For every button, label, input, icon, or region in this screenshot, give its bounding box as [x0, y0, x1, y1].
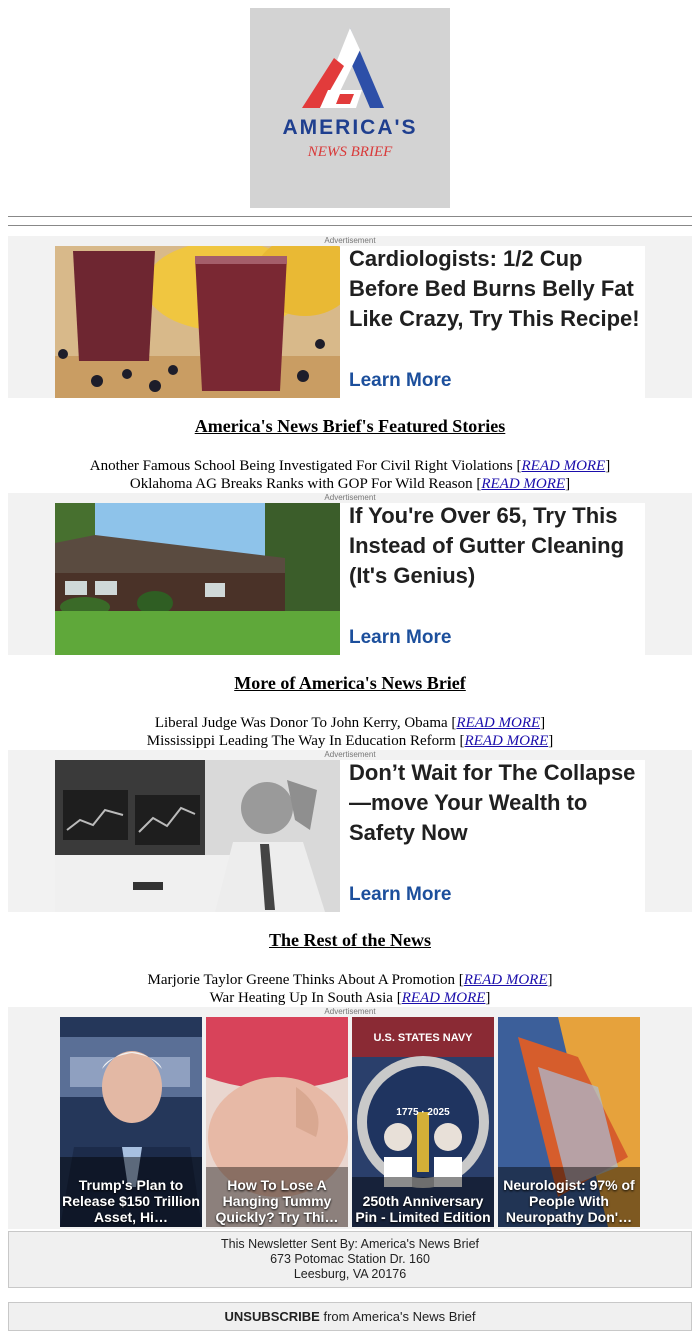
ad-label: Advertisement [324, 493, 376, 502]
unsubscribe-rest: from America's News Brief [319, 1309, 476, 1324]
learn-more-link[interactable]: Learn More [349, 627, 452, 648]
section-title: America's News Brief's Featured Stories [194, 416, 506, 436]
sender-line: This Newsletter Sent By: America's News Brief [220, 1237, 480, 1251]
logo-mark-icon [250, 8, 450, 118]
read-more-link[interactable]: READ MORE [463, 972, 548, 988]
city-line: Leesburg, VA 20176 [293, 1267, 407, 1281]
read-more-link[interactable]: READ MORE [521, 458, 606, 474]
story-headline[interactable]: Another Famous School Being Investigated For Civil Right Violations [89, 458, 513, 474]
learn-more-link[interactable]: Learn More [349, 370, 452, 391]
story-item[interactable]: Mississippi Leading The Way In Education Reform [READ MORE] [146, 733, 554, 749]
ad-image-house[interactable] [55, 503, 340, 655]
ad-tile[interactable] [206, 1017, 348, 1227]
read-more-link[interactable]: READ MORE [464, 733, 549, 749]
divider [8, 225, 692, 226]
read-more-link[interactable]: READ MORE [401, 990, 486, 1006]
story-headline[interactable]: War Heating Up In South Asia [209, 990, 393, 1006]
badge-years-text: 1775 · 2025 [396, 1107, 450, 1118]
ad-card[interactable] [55, 760, 645, 912]
ad-banner [8, 236, 692, 398]
newsletter-footer [8, 1231, 692, 1288]
ad-headline[interactable]: If You're Over 65, Try This Instead of Gutter Cleaning (It's Genius) [349, 503, 625, 588]
ad-image-smoothie[interactable] [55, 246, 340, 398]
story-item[interactable]: Oklahoma AG Breaks Ranks with GOP For Wild Reason [READ MORE] [129, 476, 571, 492]
story-item[interactable]: Marjorie Taylor Greene Thinks About A Promotion [READ MORE] [147, 972, 553, 988]
ad-label: Advertisement [324, 750, 376, 759]
ad-tile[interactable] [498, 1017, 640, 1227]
story-headline[interactable]: Oklahoma AG Breaks Ranks with GOP For Wild Reason [129, 476, 473, 492]
story-item[interactable]: War Heating Up In South Asia [READ MORE] [209, 990, 491, 1006]
brand-logo[interactable] [250, 8, 450, 208]
story-item[interactable]: Another Famous School Being Investigated For Civil Right Violations [READ MORE] [89, 458, 611, 474]
section-title: More of America's News Brief [234, 673, 466, 693]
address-line: 673 Potomac Station Dr. 160 [270, 1252, 430, 1266]
ad-tile[interactable] [352, 1017, 494, 1227]
story-headline[interactable]: Liberal Judge Was Donor To John Kerry, Obama [154, 715, 448, 731]
badge-top-text: U.S. STATES NAVY [373, 1032, 473, 1044]
story-item[interactable]: Liberal Judge Was Donor To John Kerry, Obama [READ MORE] [154, 715, 546, 731]
story-headline[interactable]: Marjorie Taylor Greene Thinks About A Promotion [147, 972, 456, 988]
unsubscribe-link[interactable] [8, 1302, 692, 1331]
ad-grid [8, 1007, 692, 1229]
ad-tile[interactable] [60, 1017, 202, 1227]
brand-subtitle: NEWS BRIEF [307, 144, 393, 160]
read-more-link[interactable]: READ MORE [481, 476, 566, 492]
unsubscribe-label[interactable]: UNSUBSCRIBE [224, 1309, 320, 1324]
ad-label: Advertisement [324, 236, 376, 245]
story-headline[interactable]: Mississippi Leading The Way In Education Reform [146, 733, 456, 749]
ad-headline[interactable]: Cardiologists: 1/2 Cup Before Bed Burns Belly Fat Like Crazy, Try This Recipe! [349, 246, 640, 331]
ad-banner [8, 750, 692, 912]
ad-label: Advertisement [324, 1007, 376, 1016]
ad-banner [8, 493, 692, 655]
ad-headline[interactable]: Don’t Wait for The Collapse—move Your Wealth to Safety Now [349, 760, 636, 845]
ad-card[interactable] [55, 246, 645, 398]
ad-tile-caption[interactable]: How To Lose A Hanging Tummy Quickly? Try Thi… [215, 1177, 339, 1225]
brand-name: AMERICA'S [282, 116, 418, 139]
ad-tile-caption[interactable]: Neurologist: 97% of People With Neuropathy Don'… [503, 1177, 635, 1225]
ad-tile-caption[interactable]: 250th Anniversary Pin - Limited Edition [355, 1193, 491, 1225]
divider [8, 216, 692, 217]
learn-more-link[interactable]: Learn More [349, 884, 452, 905]
ad-card[interactable] [55, 503, 645, 655]
section-title: The Rest of the News [269, 930, 431, 950]
ad-tile-caption[interactable]: Trump's Plan to Release $150 Trillion Asset, Hi… [62, 1177, 200, 1225]
ad-image-stressed-trader[interactable] [55, 760, 340, 912]
read-more-link[interactable]: READ MORE [456, 715, 541, 731]
